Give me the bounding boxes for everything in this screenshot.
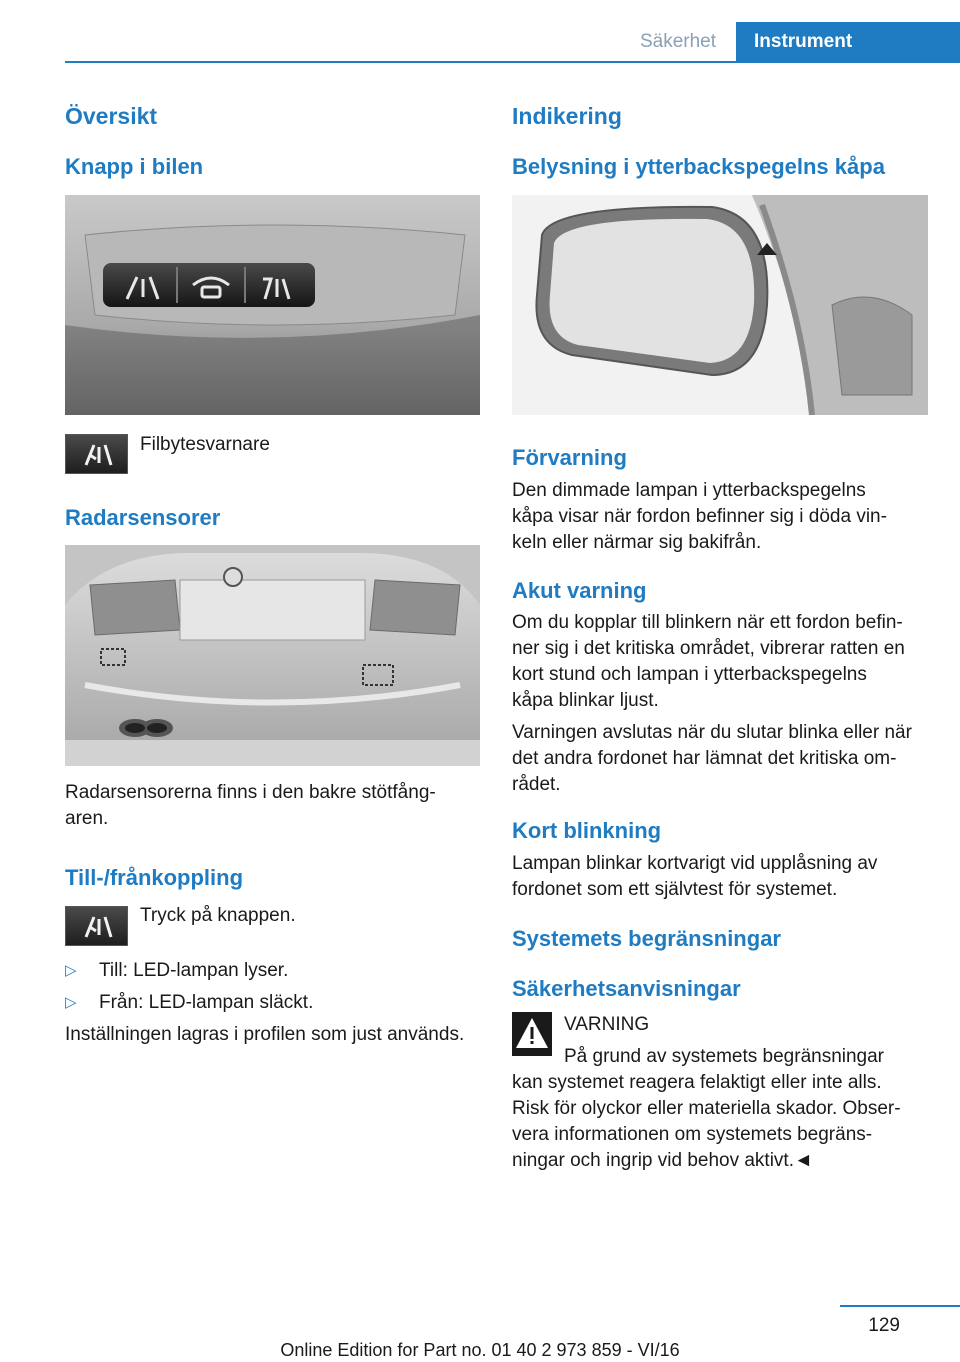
warning-triangle-icon	[512, 1012, 552, 1056]
heading-forvarning: Förvarning	[512, 445, 627, 470]
heading-kort-blinkning: Kort blinkning	[512, 818, 662, 843]
forvarning-line: Den dimmade lampan i ytterbackspegelns	[512, 480, 866, 501]
button-panel-photo	[65, 195, 480, 415]
varning-line: vera informationen om systemets begräns‐	[512, 1124, 873, 1145]
lane-change-warning-icon	[65, 434, 128, 474]
installning-text: Inställningen lagras i profilen som just används.	[65, 1024, 465, 1045]
heading-akut-varning: Akut varning	[512, 578, 647, 603]
varningen-line: Varningen avslutas när du slutar blinka eller när	[512, 722, 912, 743]
kort-line: Lampan blinkar kortvarigt vid upplåsning av	[512, 853, 878, 874]
akut-line: kort stund och lampan i ytterbackspegelns	[512, 664, 867, 685]
varning-line: kan systemet reagera felaktigt eller inte alls.	[512, 1072, 882, 1093]
bullet-text: Till: LED-lampan lyser.	[99, 960, 289, 981]
heading-till-frankoppling: Till-/frånkoppling	[65, 865, 244, 890]
varningen-line: det andra fordonet har lämnat det kritiska om‐	[512, 748, 897, 769]
varningen-line: rådet.	[512, 774, 561, 795]
radar-text-line-1: Radarsensorerna finns i den bakre stötfång‐	[65, 782, 436, 803]
varning-line: På grund av systemets begränsningar	[564, 1046, 885, 1067]
varning-line: ningar och ingrip vid behov aktivt.◄	[512, 1150, 813, 1171]
bullet-text: Från: LED-lampan släckt.	[99, 992, 314, 1013]
forvarning-line: keln eller närmar sig bakifrån.	[512, 532, 762, 553]
heading-sakerhetsanvisningar: Säkerhetsanvisningar	[512, 976, 741, 1001]
forvarning-line: kåpa visar när fordon befinner sig i döda vin‐	[512, 506, 887, 527]
filbytesvarnare-label: Filbytesvarnare	[140, 434, 270, 455]
page-number: 129	[868, 1315, 900, 1336]
heading-knapp-i-bilen: Knapp i bilen	[65, 154, 204, 179]
akut-line: kåpa blinkar ljust.	[512, 690, 659, 711]
header-active-tab[interactable]: Instrument	[736, 22, 960, 62]
radar-text-line-2: aren.	[65, 808, 109, 829]
akut-line: ner sig i det kritiska området, vibrerar ratten en	[512, 638, 905, 659]
varning-title: VARNING	[564, 1014, 650, 1035]
heading-indikering: Indikering	[512, 103, 622, 129]
bullet-triangle-icon: ▷	[65, 962, 77, 979]
header-section-tab[interactable]: Säkerhet	[639, 31, 717, 52]
footer-edition: Online Edition for Part no. 01 40 2 973 859 - VI/16	[280, 1340, 680, 1360]
mirror-photo	[512, 195, 928, 415]
heading-belysning: Belysning i ytterbackspegelns kåpa	[512, 154, 885, 179]
heading-radarsensorer: Radarsensorer	[65, 505, 221, 530]
heading-systemets-begransningar: Systemets begränsningar	[512, 926, 781, 951]
rear-bumper-photo	[65, 545, 480, 766]
heading-oversikt: Översikt	[65, 103, 158, 129]
bullet-triangle-icon: ▷	[65, 994, 77, 1011]
footer-rule	[840, 1305, 960, 1307]
akut-line: Om du kopplar till blinkern när ett fordon befin‐	[512, 612, 903, 633]
kort-line: fordonet som ett självtest för systemet.	[512, 879, 838, 900]
tryck-text: Tryck på knappen.	[140, 905, 296, 926]
header-rule	[65, 61, 960, 63]
bullet-item	[65, 958, 480, 984]
lane-change-warning-icon	[65, 906, 128, 946]
bullet-item	[65, 990, 480, 1016]
varning-line: Risk för olyckor eller materiella skador. Obser‐	[512, 1098, 901, 1119]
